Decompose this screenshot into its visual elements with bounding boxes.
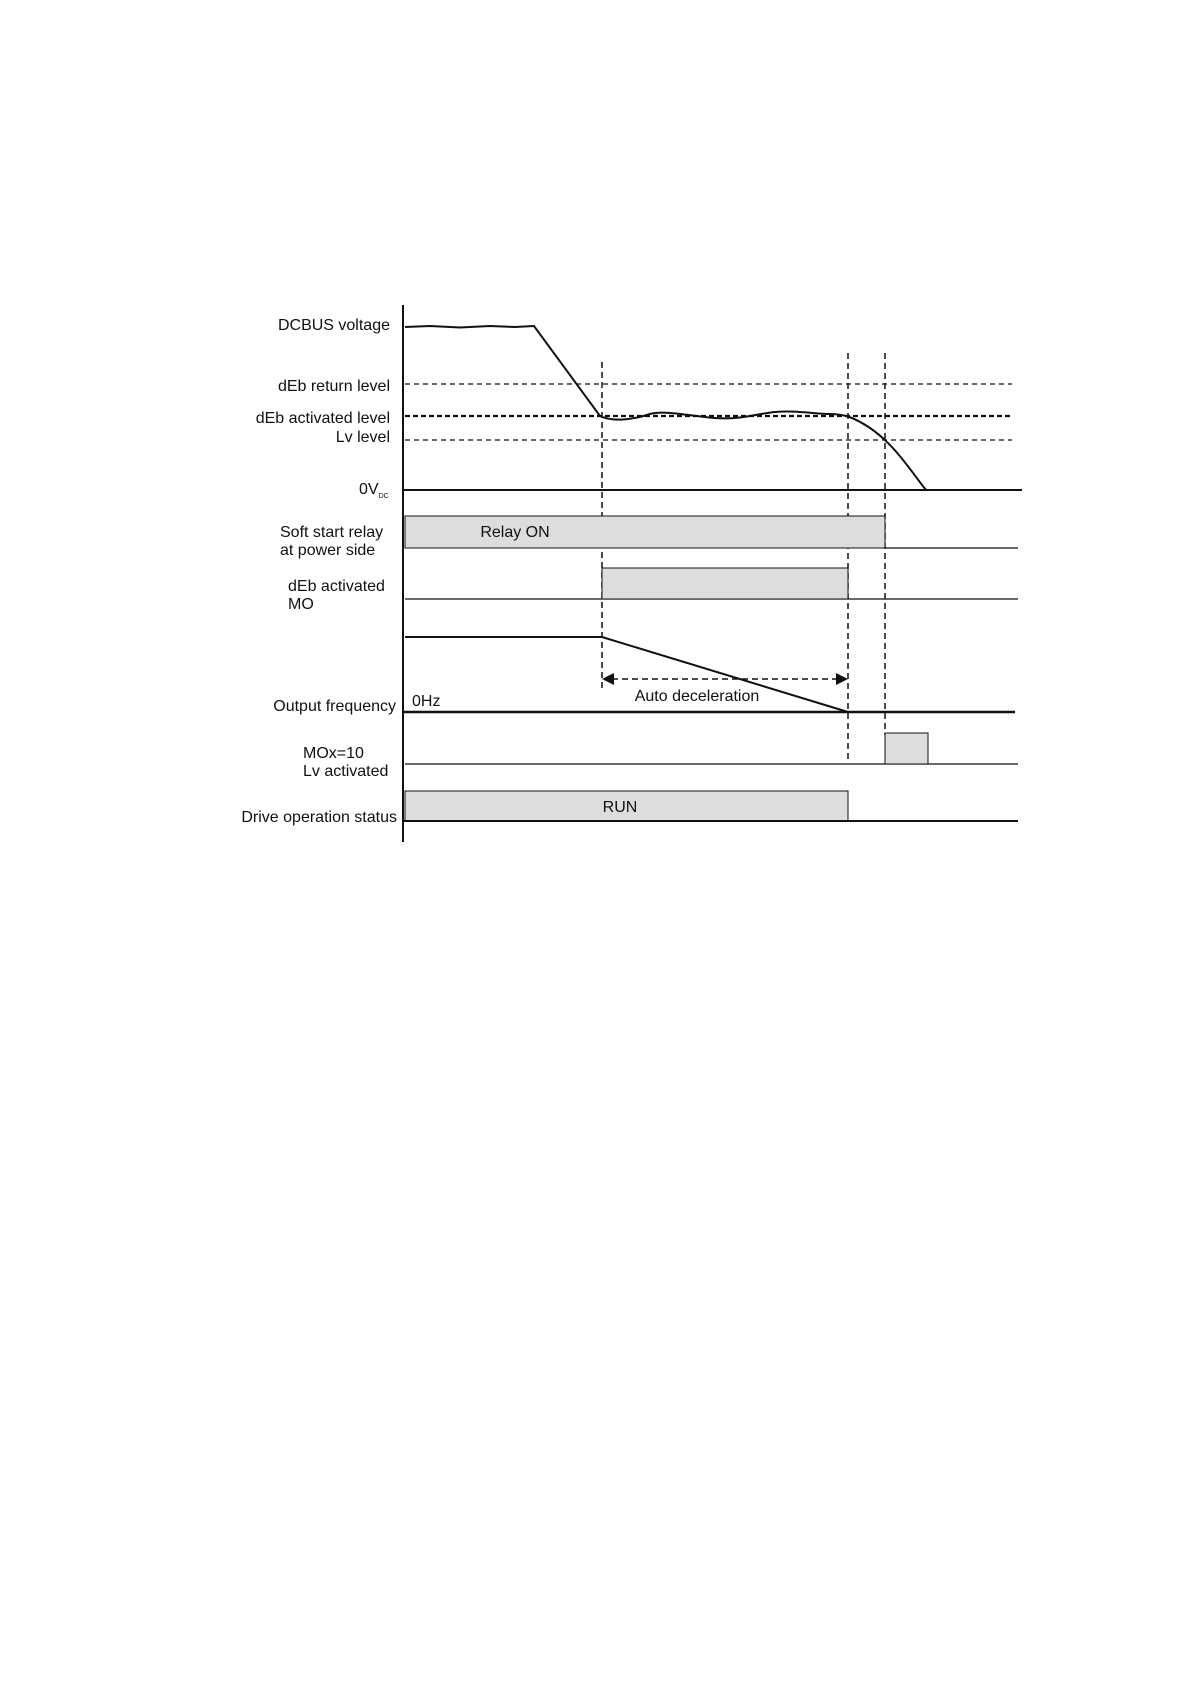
label-deb-activated-mo-line2: MO: [288, 596, 314, 613]
label-lv-level: Lv level: [335, 429, 390, 446]
label-deb-return-level: dEb return level: [277, 378, 390, 395]
label-soft-start-relay-line2: at power side: [280, 542, 376, 559]
relay-on-bar: [405, 516, 885, 548]
relay-on-text: Relay ON: [480, 524, 550, 541]
zero-hz-text: 0Hz: [412, 693, 441, 710]
lv-activated-bar: [885, 733, 928, 764]
label-mox-line2: Lv activated: [303, 763, 389, 780]
run-text: RUN: [602, 799, 638, 816]
output-frequency-curve: [405, 637, 848, 712]
arrowhead-left-icon: [602, 673, 614, 685]
label-soft-start-relay-line1: Soft start relay: [280, 524, 384, 541]
label-deb-activated-mo-line1: dEb activated: [288, 578, 385, 595]
label-output-frequency: Output frequency: [273, 698, 396, 715]
arrowhead-right-icon: [836, 673, 848, 685]
auto-deceleration-text: Auto deceleration: [634, 688, 760, 705]
label-mox-line1: MOx=10: [303, 745, 364, 762]
label-drive-operation-status: Drive operation status: [241, 809, 397, 826]
label-zero-vdc: $0V_{DC}$: [359, 481, 389, 500]
label-deb-activated-level: dEb activated level: [255, 410, 390, 427]
deb-activated-bar: [602, 568, 848, 599]
label-dcbus-voltage: DCBUS voltage: [277, 317, 390, 334]
